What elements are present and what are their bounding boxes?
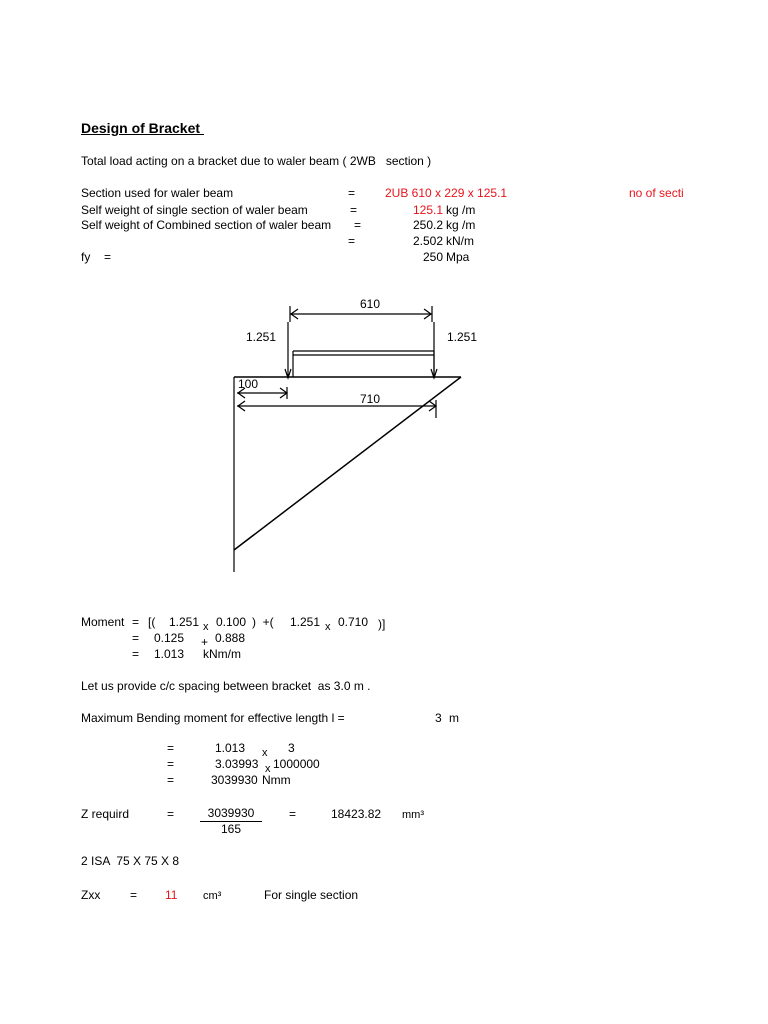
intro-text: Total load acting on a bracket due to waler beam ( 2WB section ) <box>81 154 432 168</box>
left-load-label: 1.251 <box>246 330 277 344</box>
fy-value: 250 <box>422 250 443 264</box>
bm-length: 3 <box>435 711 442 725</box>
self-weight-combined-eq: = <box>354 218 362 232</box>
kn-value: 2.502 <box>412 234 443 248</box>
self-weight-single-value: 125.1 <box>412 203 443 217</box>
bm-label: Maximum Bending moment for effective length l = <box>81 711 345 725</box>
zxx-unit: cm³ <box>203 890 222 902</box>
bm-length-unit: m <box>449 711 459 725</box>
moment-plus: + <box>201 635 209 649</box>
z-denominator: 165 <box>220 822 242 836</box>
bm-nmm: 3039930 <box>211 773 258 787</box>
self-weight-combined-label: Self weight of Combined section of waler beam <box>81 218 332 232</box>
bm-nmm-unit: Nmm <box>262 773 291 787</box>
moment-label: Moment <box>81 615 125 629</box>
moment-mid: ) +( <box>252 615 274 629</box>
bracket-diagonal-line <box>234 377 461 550</box>
z-eq-2: = <box>289 807 297 821</box>
zxx-value: 11 <box>165 888 178 902</box>
moment-unit: kNm/m <box>203 647 241 661</box>
bm-conversion: 1000000 <box>273 757 320 771</box>
self-weight-combined-unit: kg /m <box>446 218 476 232</box>
moment-close-bracket: )] <box>378 617 386 631</box>
self-weight-combined-value: 250.2 <box>412 218 443 232</box>
moment-eq-2: = <box>132 631 140 645</box>
section-value: 2UB 610 x 229 x 125.1 <box>385 186 508 200</box>
moment-load-1: 1.251 <box>169 615 200 629</box>
zxx-note: For single section <box>264 888 359 902</box>
fy-label: fy <box>81 250 91 264</box>
bm-times-2: x <box>265 763 271 775</box>
right-load-label: 1.251 <box>447 330 478 344</box>
self-weight-single-unit: kg /m <box>446 203 476 217</box>
bm-length-factor: 3 <box>288 741 295 755</box>
moment-load-2: 1.251 <box>290 615 321 629</box>
moment-times-2: x <box>325 621 331 633</box>
kn-eq: = <box>348 234 356 248</box>
bm-eq-1: = <box>167 741 175 755</box>
z-unit: mm³ <box>402 809 424 821</box>
bm-eq-3: = <box>167 773 175 787</box>
bm-knm: 3.03993 <box>215 757 259 771</box>
dim-710-label: 710 <box>360 392 381 406</box>
z-value: 18423.82 <box>331 807 382 821</box>
z-numerator: 3039930 <box>207 806 255 820</box>
dim-100-label: 100 <box>238 377 259 391</box>
zxx-eq: = <box>130 888 138 902</box>
moment-total: 1.013 <box>154 647 185 661</box>
bm-times-1: x <box>262 747 268 759</box>
dim-610-label: 610 <box>360 297 381 311</box>
page-title: Design of Bracket <box>81 120 204 136</box>
z-eq-1: = <box>167 807 175 821</box>
moment-open-bracket: [( <box>148 615 156 629</box>
zxx-label: Zxx <box>81 888 101 902</box>
bm-moment: 1.013 <box>215 741 246 755</box>
section-eq: = <box>348 186 356 200</box>
spacing-text: Let us provide c/c spacing between bracket as 3.0 m . <box>81 679 371 693</box>
section-label: Section used for waler beam <box>81 186 234 200</box>
moment-eq-3: = <box>132 647 140 661</box>
self-weight-single-eq: = <box>350 203 358 217</box>
z-label: Z requird <box>81 807 130 821</box>
isa-section: 2 ISA 75 X 75 X 8 <box>81 854 180 868</box>
bm-eq-2: = <box>167 757 175 771</box>
moment-eq-1: = <box>132 615 140 629</box>
moment-arm-1: 0.100 <box>216 615 247 629</box>
no-of-sections-label: no of secti <box>629 186 684 200</box>
self-weight-single-label: Self weight of single section of waler beam <box>81 203 308 217</box>
moment-times-1: x <box>203 621 209 633</box>
kn-unit: kN/m <box>446 234 474 248</box>
moment-arm-2: 0.710 <box>338 615 369 629</box>
fy-unit: Mpa <box>446 250 470 264</box>
moment-part-2: 0.888 <box>215 631 246 645</box>
moment-part-1: 0.125 <box>154 631 185 645</box>
fy-eq: = <box>104 250 112 264</box>
